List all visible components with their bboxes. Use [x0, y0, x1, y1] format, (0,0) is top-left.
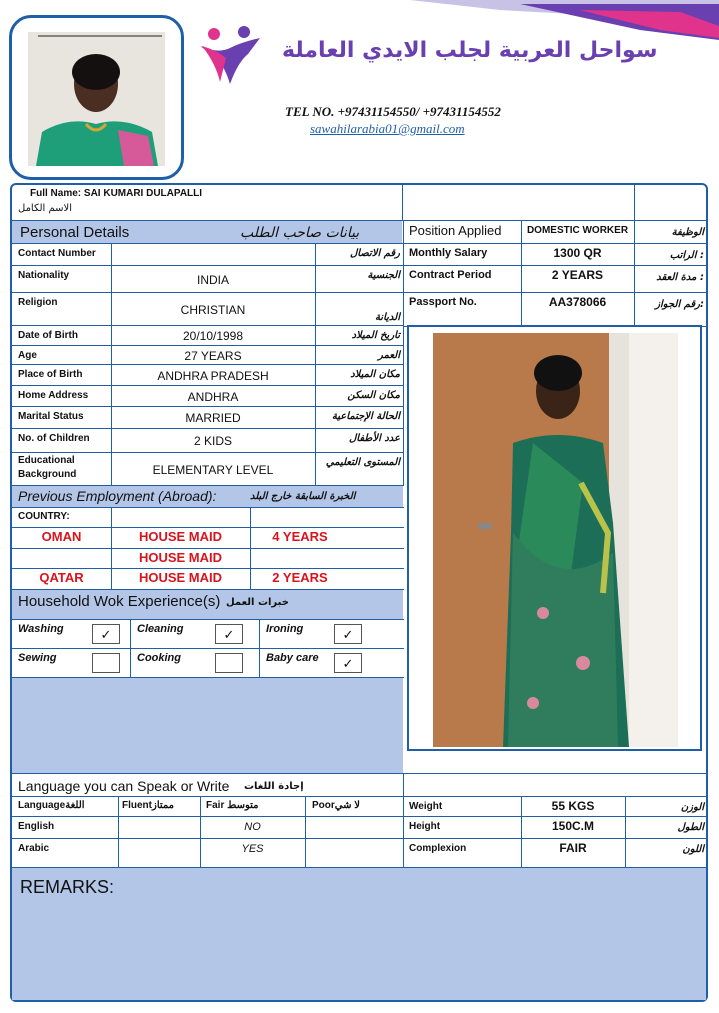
full-name-ar: الاسم الكامل — [18, 203, 73, 214]
rule — [10, 548, 404, 549]
remarks-band — [12, 868, 706, 1000]
rule — [10, 568, 404, 569]
personal-label-ar: عدد الأطفال — [349, 433, 400, 444]
employment-country: QATAR — [39, 570, 84, 585]
employment-title-ar: الخبرة السابقة خارج البلد — [250, 491, 356, 502]
email-link[interactable]: sawahilarabia01@gmail.com — [310, 121, 465, 136]
rule — [10, 265, 404, 266]
language-fair: YES — [241, 843, 264, 855]
employment-country: OMAN — [41, 529, 82, 544]
personal-label: No. of Children — [18, 433, 90, 444]
rule — [10, 325, 404, 326]
position-label: Position Applied — [409, 223, 502, 238]
personal-label-ar: الديانة — [374, 312, 400, 323]
language-title: Language you can Speak or Write — [18, 778, 230, 794]
position-label-ar: رقم الجواز: — [655, 299, 704, 310]
employment-job: HOUSE MAID — [138, 529, 223, 544]
household-item-label: Baby care — [266, 652, 319, 664]
physical-value: 150C.M — [551, 819, 595, 833]
rule — [10, 385, 404, 386]
personal-label-2: Background — [18, 469, 77, 480]
rule — [10, 428, 404, 429]
personal-value: 2 KIDS — [193, 434, 232, 448]
employment-job: HOUSE MAID — [138, 550, 223, 565]
personal-label-ar: مكان السكن — [347, 390, 400, 401]
personal-label: Contact Number — [18, 248, 96, 259]
rule — [10, 406, 404, 407]
household-checkbox[interactable] — [92, 653, 120, 673]
physical-label: Weight — [409, 801, 443, 812]
household-checkbox[interactable]: ✓ — [334, 624, 362, 644]
personal-label-ar: مكان الميلاد — [350, 369, 400, 380]
position-label: Passport No. — [409, 296, 477, 308]
personal-value: 20/10/1998 — [182, 329, 244, 343]
physical-value: FAIR — [559, 841, 587, 855]
physical-value: 55 KGS — [551, 799, 595, 813]
personal-title-ar: بيانات صاحب الطلب — [240, 225, 360, 241]
profile-photo-frame — [9, 15, 184, 180]
personal-label-ar: الجنسية — [367, 270, 400, 281]
personal-label: Nationality — [18, 270, 70, 281]
household-item-label: Washing — [18, 623, 64, 635]
country-label: COUNTRY: — [18, 511, 70, 522]
position-label: Monthly Salary — [409, 247, 488, 259]
physical-label: Height — [409, 821, 441, 832]
rule — [10, 364, 404, 365]
household-title-ar: خبرات العمل — [226, 597, 289, 608]
full-name: Full Name: SAI KUMARI DULAPALLI — [30, 188, 203, 199]
household-checkbox[interactable] — [215, 653, 243, 673]
rule — [403, 243, 708, 244]
language-name: English — [18, 821, 55, 832]
language-header: Poorلا شي — [312, 800, 360, 811]
personal-label: Religion — [18, 297, 58, 308]
rule — [10, 452, 404, 453]
personal-label: Place of Birth — [18, 369, 83, 380]
household-title: Household Wok Experience(s) — [18, 593, 221, 610]
full-body-photo — [433, 333, 678, 747]
household-blank-band — [12, 678, 403, 773]
personal-value: ANDHRA — [187, 390, 239, 404]
language-header: Fair متوسط — [206, 800, 259, 811]
position-value: DOMESTIC WORKER — [526, 225, 629, 236]
rule — [10, 345, 404, 346]
language-fair: NO — [244, 821, 261, 833]
household-checkbox[interactable]: ✓ — [334, 653, 362, 673]
position-value: AA378066 — [548, 295, 607, 309]
personal-label: Date of Birth — [18, 330, 78, 341]
personal-label-ar: الحالة الإجتماعية — [331, 411, 400, 422]
personal-value: INDIA — [196, 273, 229, 287]
position-value: 2 YEARS — [551, 268, 604, 282]
full-photo-frame — [407, 325, 702, 751]
employment-job: HOUSE MAID — [138, 570, 223, 585]
rule — [403, 838, 708, 839]
personal-label: Home Address — [18, 390, 89, 401]
rule — [403, 816, 708, 817]
employment-years: 2 YEARS — [272, 570, 328, 585]
personal-label: Educational — [18, 455, 75, 466]
rule — [10, 292, 404, 293]
household-item-label: Cooking — [137, 652, 181, 664]
personal-title: Personal Details — [20, 224, 130, 241]
position-label-ar: مدة العقد : — [656, 272, 704, 283]
profile-photo — [28, 32, 165, 166]
household-item-label: Sewing — [18, 652, 57, 664]
remarks-label: REMARKS: — [20, 877, 115, 897]
personal-value: MARRIED — [185, 411, 241, 425]
position-label: Contract Period — [409, 269, 492, 281]
language-header: Languageاللغة — [18, 800, 85, 811]
rule — [10, 527, 404, 528]
rule — [403, 265, 708, 266]
personal-label-ar: العمر — [378, 350, 400, 361]
household-item-label: Ironing — [266, 623, 304, 635]
agency-logo — [196, 24, 266, 86]
personal-label-ar: تاريخ الميلاد — [351, 330, 400, 341]
employment-title: Previous Employment (Abroad): — [18, 488, 217, 504]
position-label-ar: الراتب : — [669, 250, 704, 261]
employment-years: 4 YEARS — [272, 529, 328, 544]
household-checkbox[interactable]: ✓ — [215, 624, 243, 644]
personal-label-ar: رقم الاتصال — [350, 248, 400, 259]
physical-label: Complexion — [409, 843, 467, 854]
household-item-label: Cleaning — [137, 623, 184, 635]
language-name: Arabic — [18, 843, 50, 854]
household-checkbox[interactable]: ✓ — [92, 624, 120, 644]
position-value: 1300 QR — [553, 246, 602, 260]
personal-label: Age — [18, 350, 37, 361]
personal-value: ANDHRA PRADESH — [157, 369, 269, 383]
personal-label: Marital Status — [18, 411, 84, 422]
rule — [403, 292, 708, 293]
language-header: Fluentممتاز — [122, 800, 175, 811]
personal-value: CHRISTIAN — [180, 303, 246, 317]
personal-value: 27 YEARS — [184, 349, 242, 363]
physical-label-ar: الوزن — [680, 802, 704, 813]
personal-label-ar: المستوى التعليمي — [325, 457, 400, 468]
personal-value: ELEMENTARY LEVEL — [152, 463, 274, 477]
physical-label-ar: اللون — [682, 844, 704, 855]
agency-name: سواحل العربية لجلب الايدي العاملة — [282, 38, 658, 63]
physical-label-ar: الطول — [677, 822, 704, 833]
language-title-ar: إجادة اللغات — [244, 781, 304, 792]
tel-numbers: TEL NO. +97431154550/ +97431154552 — [285, 104, 501, 119]
position-label-ar: الوظيفة — [671, 227, 704, 238]
